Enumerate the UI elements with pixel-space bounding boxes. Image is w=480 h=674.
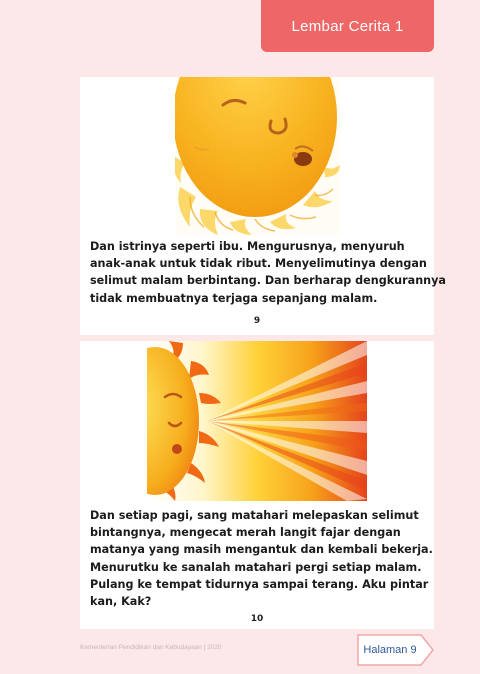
publisher-footer: Kementerian Pendidikan dan Kebudayaan | 2020 xyxy=(80,644,222,651)
story-line: Dan setiap pagi, sang matahari melepaskan selimut xyxy=(90,509,419,522)
page-label: Halaman 9 xyxy=(363,644,417,656)
story-line: Pulang ke tempat tidurnya sampai terang. Aku pintar xyxy=(90,577,429,591)
story-line: kan, Kak? xyxy=(90,595,152,609)
story-page-9 xyxy=(80,77,446,335)
story-line: Dan istrinya seperti ibu. Mengurusnya, menyuruh xyxy=(90,240,405,253)
sleeping-sun-illustration xyxy=(175,77,340,235)
story-line: matanya yang masih mengantuk dan kembali bekerja. xyxy=(90,543,433,557)
page-number: 9 xyxy=(253,316,261,326)
story-sheet-tab: Lembar Cerita 1 xyxy=(261,0,434,52)
story-text-page-9 xyxy=(90,238,446,307)
story-line: Menurutku ke sanalah matahari pergi setiap malam. xyxy=(90,560,422,574)
story-line: bintangnya, mengecat merah langit fajar dengan xyxy=(90,526,401,540)
story-text-page-10 xyxy=(90,507,433,610)
story-line: anak-anak untuk tidak ribut. Menyelimutinya dengan xyxy=(90,257,427,271)
story-line: selimut malam berbintang. Dan berharap dengkurannya xyxy=(90,274,446,288)
page-label-badge xyxy=(357,634,435,666)
page-number: 10 xyxy=(250,614,264,624)
story-line: tidak membuatnya terjaga sepanjang malam. xyxy=(90,291,378,305)
rising-sun-illustration xyxy=(147,341,367,501)
story-page-10 xyxy=(80,341,434,629)
